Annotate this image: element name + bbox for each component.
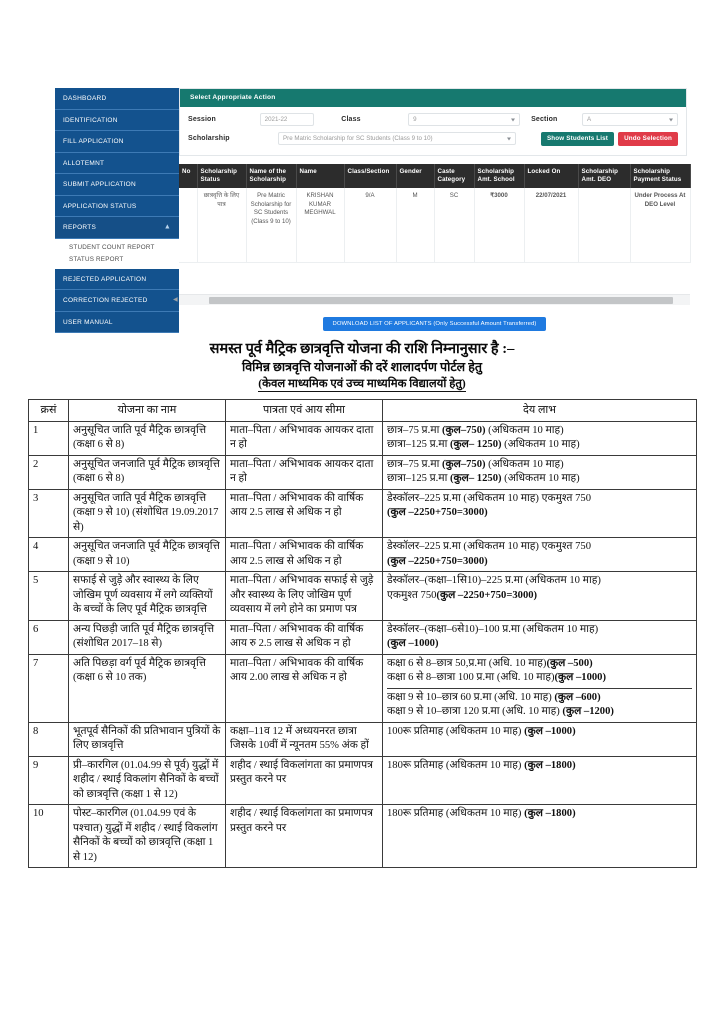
doc-title-line-1: समस्त पूर्व मैट्रिक छात्रवृत्ति योजना की राशि निम्नानुसार है :– [209,341,515,357]
payment-status: Under Process At DEO Level [630,188,690,262]
column-header: Scholarship Status [197,164,246,188]
rates-header-row [29,400,697,422]
main-content-panel [173,88,690,336]
rate-eligibility: माता–पिता / अभिभावक की वार्षिक आय 2.00 लाख से अधिक न हो [226,654,383,722]
sidebar-item-correction-rejected[interactable] [55,290,179,312]
sidebar-item-label: IDENTIFICATION [63,116,118,124]
download-button-container [179,312,690,331]
row-no [179,188,197,262]
submenu-item-status-report[interactable]: STATUS REPORT [69,256,124,263]
column-header: Name of the Scholarship [246,164,296,188]
rate-benefit: 100रू प्रतिमाह (अधिकतम 10 माह) (कुल –1000) [383,722,697,756]
sidebar-item-label: DASHBOARD [63,95,107,102]
rates-table-body [29,421,697,868]
amount-school: ₹3000 [474,188,524,262]
rate-benefit: छात्र–75 प्र.मा (कुल–750) (अधिकतम 10 माह) छात्रा–125 प्र.मा (कुल– 1250) (अधिकतम 10 माह) [383,455,697,489]
rate-serial-number: 10 [29,805,69,868]
rate-benefit: छात्र–75 प्र.मा (कुल–750) (अधिकतम 10 माह) छात्रा–125 प्र.मा (कुल– 1250) (अधिकतम 10 माह) [383,421,697,455]
sidebar-item-label: FILL APPLICATION [63,138,124,145]
form-row-2 [188,130,678,147]
rate-serial-number: 4 [29,538,69,572]
sidebar-item-rejected-application[interactable] [55,269,179,291]
rate-scheme-name: अनुसूचित जनजाति पूर्व मैट्रिक छात्रवृत्ति (कक्षा 9 से 10) [69,538,226,572]
sidebar-item-label: ALLOTEMNT [63,159,105,167]
rate-eligibility: माता–पिता / अभिभावक की वार्षिक आय रु 2.5 लाख से अधिक न हो [226,620,383,654]
students-table [179,164,691,263]
doc-title-line-2: विमिन्न छात्रवृत्ति योजनाओं की दरें शालादर्पण पोर्टल हेतु [241,360,483,374]
rates-column-header: क्रसं [29,400,69,422]
card-header-title: Select Appropriate Action [180,89,686,107]
scholarship-select-value: Pre Matric Scholarship for SC Students (Class 9 to 10) [283,135,433,142]
rate-serial-number: 6 [29,620,69,654]
action-form [180,107,686,155]
sidebar-item-identification[interactable] [55,110,179,132]
form-row-1 [188,111,678,128]
rates-column-header: योजना का नाम [69,400,226,422]
sidebar-item-label: CORRECTION REJECTED [63,297,148,304]
sidebar-item-user-manual[interactable] [55,312,179,334]
sidebar-item-fill-application[interactable] [55,131,179,153]
scrollbar-thumb[interactable] [209,297,673,304]
column-header: Scholarship Amt. School [474,164,524,188]
scholarship-name: Pre Matric Scholarship for SC Students (Class 9 to 10) [246,188,296,262]
column-header: Gender [396,164,434,188]
chevron-down-icon [669,118,673,121]
rates-row [29,620,697,654]
caste-category: SC [434,188,474,262]
class-section: 9/A [344,188,396,262]
rates-row [29,489,697,538]
table-row[interactable] [179,188,690,262]
sidebar-item-reports[interactable] [55,217,179,239]
rates-column-header: पात्रता एवं आय सीमा [226,400,383,422]
rates-row [29,722,697,756]
rates-column-header: देय लाभ [383,400,697,422]
rates-row [29,572,697,621]
rate-benefit: 180रू प्रतिमाह (अधिकतम 10 माह) (कुल –1800) [383,805,697,868]
scholarship-status: छात्रवृत्ति के लिए पात्र [197,188,246,262]
session-input[interactable]: 2021-22 [260,113,315,126]
scholarship-rates-document [28,340,696,868]
rate-benefit: डेस्कॉलर–(कक्षा–1सि10)–225 प्र.मा (अधिकतम 10 माह) एकमुश्त 750(कुल –2250+750=3000) [383,572,697,621]
rate-eligibility: माता–पिता / अभिभावक की वार्षिक आय 2.5 लाख से अधिक न हो [226,538,383,572]
undo-selection-button[interactable]: Undo Selection [618,132,678,146]
scholarship-rates-table [28,399,697,868]
student-name: KRISHAN KUMAR MEGHWAL [296,188,344,262]
rates-row [29,538,697,572]
rate-benefit: डेस्कॉलर–225 प्र.मा (अधिकतम 10 माह) एकमुश्त 750 (कुल –2250+750=3000) [383,538,697,572]
rates-row [29,654,697,722]
rate-eligibility: शहीद / स्थाई विकलांगता का प्रमाणपत्र प्रस्तुत करने पर [226,805,383,868]
portal-app-screenshot [55,88,690,336]
select-action-card [179,88,687,156]
rate-eligibility: माता–पिता / अभिभावक आयकर दाता न हो [226,455,383,489]
rates-row [29,455,697,489]
show-students-list-button[interactable]: Show Students List [541,132,614,146]
rate-scheme-name: भूतपूर्व सैनिकों की प्रतिभावान पुत्रियों के लिए छात्रवृत्ति [69,722,226,756]
doc-title-line-3-text: (केवल माध्यमिक एवं उच्च माध्यमिक विद्यालयों हेतु) [258,378,466,390]
sidebar-item-dashboard[interactable] [55,88,179,110]
download-applicants-button[interactable]: DOWNLOAD LIST OF APPLICANTS (Only Successful Amount Transferred) [323,317,545,331]
students-table-wrapper [179,164,690,263]
amount-deo [578,188,630,262]
table-body [179,188,690,262]
scholarship-select[interactable] [278,132,516,145]
sidebar-item-submit-application[interactable] [55,174,179,196]
rate-serial-number: 2 [29,455,69,489]
column-header: Scholarship Amt. DEO [578,164,630,188]
rate-scheme-name: अनुसूचित जनजाति पूर्व मैट्रिक छात्रवृत्ति (कक्षा 6 से 8) [69,455,226,489]
class-select-value: 9 [413,116,417,123]
rate-scheme-name: पोस्ट–कारगिल (01.04.99 एवं के पश्चात) युद्धों में शहीद / स्थाई विकलांग सैनिकों के बच्चों को छात्रवृत्ति (कक्षा 1 से 12) [69,805,226,868]
rate-scheme-name: अन्य पिछड़ी जाति पूर्व मैट्रिक छात्रवृत्ति (संशोधित 2017–18 से) [69,620,226,654]
table-header-row [179,164,690,188]
locked-on: 22/07/2021 [524,188,578,262]
rate-serial-number: 8 [29,722,69,756]
rate-scheme-name: अनुसूचित जाति पूर्व मैट्रिक छात्रवृत्ति (कक्षा 6 से 8) [69,421,226,455]
rate-eligibility: माता–पिता / अभिभावक की वार्षिक आय 2.5 लाख से अधिक न हो [226,489,383,538]
column-header: Scholarship Payment Status [630,164,690,188]
scholarship-label: Scholarship [188,135,230,142]
rate-scheme-name: प्री–कारगिल (01.04.99 से पूर्व) युद्धों में शहीद / स्थाई विकलांग सैनिकों के बच्चों को छात्रवृत्ति (कक्षा 1 से 12) [69,756,226,805]
sidebar-item-label: REPORTS [63,224,97,231]
rate-serial-number: 9 [29,756,69,805]
rate-benefit-secondary: कक्षा 9 से 10–छात्र 60 प्र.मा (अधि. 10 माह) (कुल –600) कक्षा 9 से 10–छात्रा 120 प्र.मा (अधि. 10 माह) (कुल –1200) [387,688,692,720]
rate-eligibility: शहीद / स्थाई विकलांगता का प्रमाणपत्र प्रस्तुत करने पर [226,756,383,805]
gender: M [396,188,434,262]
rate-serial-number: 7 [29,654,69,722]
sidebar-item-label: USER MANUAL [63,318,113,326]
reports-submenu [55,239,179,269]
session-label: Session [188,116,216,123]
column-header: No [179,164,197,188]
rate-serial-number: 5 [29,572,69,621]
rates-row [29,756,697,805]
rate-benefit: डेस्कॉलर–225 प्र.मा (अधिकतम 10 माह) एकमुश्त 750 (कुल –2250+750=3000) [383,489,697,538]
rate-benefit: 180रू प्रतिमाह (अधिकतम 10 माह) (कुल –1800) [383,756,697,805]
class-select[interactable] [408,113,520,126]
rate-eligibility: कक्षा–11व 12 में अध्ययनरत छात्रा जिसके 10वीं में न्यूनतम 55% अंक हों [226,722,383,756]
column-header: Name [296,164,344,188]
rate-benefit: डेस्कॉलर–(कक्षा–6से10)–100 प्र.मा (अधिकतम 10 माह) (कुल –1000) [383,620,697,654]
rate-scheme-name: सफाई से जुड़े और स्वास्थ्य के लिए जोखिम पूर्ण व्यवसाय में लगे व्यक्तियों के बच्चों के लिए पूर्व मैट्रिक छात्रवृत्ति [69,572,226,621]
sidebar-item-application-status[interactable] [55,196,179,218]
chevron-up-icon[interactable]: ▲ [163,223,171,231]
scroll-left-arrow-icon[interactable]: ◀ [173,297,178,303]
column-header: Class/Section [344,164,396,188]
rate-scheme-name: अति पिछड़ा वर्ग पूर्व मैट्रिक छात्रवृत्ति (कक्षा 6 से 10 तक) [69,654,226,722]
submenu-item-student-count-report[interactable]: STUDENT COUNT REPORT [69,243,155,251]
sidebar-item-allotemnt[interactable] [55,153,179,175]
sidebar-nav [55,88,179,333]
rate-serial-number: 1 [29,421,69,455]
rate-benefit: कक्षा 6 से 8–छात्र 50,प्र.मा (अधि. 10 माह)(कुल –500) कक्षा 6 से 8–छात्रा 100 प्र.मा (अधि. 10 माह)(कुल –1000) कक्षा 9 से 10–छात्र 60 प्र.मा (अधि. 10 माह) (कुल –600) कक्षा 9 से 10–छात्रा 120 प्र.मा (अधि. 10 माह) (कुल –1200) [383,654,697,722]
rate-eligibility: माता–पिता / अभिभावक सफाई से जुड़े और स्वास्थ्य के लिए जोखिम पूर्ण व्यवसाय में लगे होने का प्रमाण पत्र [226,572,383,621]
sidebar-item-label: APPLICATION STATUS [63,202,137,210]
rate-serial-number: 3 [29,489,69,538]
rates-row [29,421,697,455]
rates-row [29,805,697,868]
horizontal-scrollbar[interactable] [173,294,690,305]
section-label: Section [531,116,558,123]
chevron-down-icon [511,118,515,121]
class-label: Class [341,116,361,123]
rate-eligibility: माता–पिता / अभिभावक आयकर दाता न हो [226,421,383,455]
chevron-down-icon [507,137,511,140]
rate-scheme-name: अनुसूचित जाति पूर्व मैट्रिक छात्रवृत्ति (कक्षा 9 से 10) (संशोधित 19.09.2017 से) [69,489,226,538]
sidebar-item-label: SUBMIT APPLICATION [63,181,136,188]
section-select[interactable] [582,113,678,126]
column-header: Caste Category [434,164,474,188]
sidebar-item-label: REJECTED APPLICATION [63,275,147,283]
column-header: Locked On [524,164,578,188]
doc-title-line-3 [28,376,696,392]
section-select-value: A [587,116,592,123]
